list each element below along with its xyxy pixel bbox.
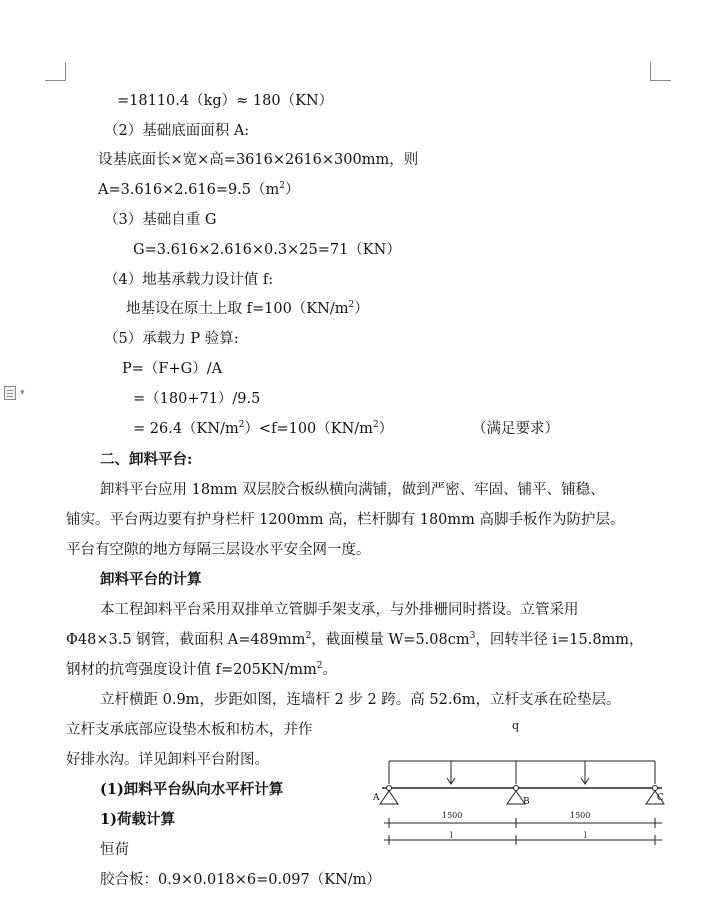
text-line: （5）承载力 P 验算: [104,331,239,347]
paragraph-line: 立杆横距 0.9m，步距如图，连墙杆 2 步 2 跨。高 52.6m，立杆支承在砼垫层。 [100,692,621,708]
document-icon[interactable] [4,386,16,400]
text-segment: ，截面模量 W=5.08cm [311,632,470,648]
span-label-1: 1500 [442,811,463,820]
span-label-2: 1500 [570,811,591,820]
text-segment: ） [354,301,369,317]
text-line: 设基底面长×宽×高=3616×2616×300mm，则 [98,152,419,168]
superscript: 2 [305,631,312,641]
paragraph-line: 好排水沟。详见卸料平台附图。 [66,752,269,768]
text-segment: ） [284,182,300,198]
paragraph-line: 平台有空隙的地方每隔三层设水平安全网一度。 [66,542,371,558]
paragraph-line: 立杆支承底部应设垫木板和枋木，并作 [66,722,313,738]
paragraph-line: 本工程卸料平台采用双排单立管脚手架支承，与外排栅同时搭设。立管采用 [100,602,579,618]
superscript: 2 [372,420,379,430]
text-segment: ） [378,421,394,437]
superscript: 2 [238,420,245,430]
text-segment: = 26.4（KN/m [133,421,239,437]
superscript: 2 [316,661,323,671]
text-line: （4）地基承载力设计值 f: [104,272,274,288]
text-segment: ，回转半径 i=15.8mm， [475,632,644,648]
text-line [126,300,369,318]
paragraph-line [66,661,337,679]
dimension-lines [384,818,662,845]
text-segment: Φ48×3.5 钢管，截面积 A=489mm [66,632,306,648]
chevron-down-icon[interactable]: ▾ [20,388,25,398]
text-line: G=3.616×2.616×0.3×25=71（KN） [133,242,401,258]
text-line: =18110.4（kg）≈ 180（KN） [117,93,334,109]
load-arrows [389,761,655,784]
section-heading: 卸料平台的计算 [100,571,202,588]
superscript: 3 [469,631,476,641]
text-segment: A=3.616×2.616=9.5（m [98,182,280,198]
text-line [98,181,299,199]
text-segment: 。 [322,662,337,678]
section-heading: 二、卸料平台: [100,451,193,468]
text-segment: ）<f=100（KN/m [244,421,373,437]
text-line [133,420,393,438]
superscript: 2 [279,181,285,191]
load-label: q [512,719,520,732]
text-line: =（180+71）/9.5 [133,391,261,407]
page-corner-top-right [650,62,671,81]
beam-load-diagram [370,718,690,868]
text-segment: 钢材的抗弯强度设计值 f=205KN/mm [66,662,317,678]
support-label-a: A [373,793,380,803]
text-line: 胶合板：0.9×0.018×6=0.097（KN/m） [100,872,381,888]
text-line: （满足要求） [472,421,559,437]
paragraph-line: 卸料平台应用 18mm 双层胶合板纵横向满铺，做到严密、牢固、铺平、铺稳、 [100,482,605,498]
text-line: 恒荷 [100,842,129,858]
text-segment: 地基设在原土上取 f=100（KN/m [126,301,349,317]
text-line: （3）基础自重 G [104,212,217,228]
support-label-b: B [523,797,530,807]
paragraph-line [66,631,644,649]
support-label-c: C [657,793,664,803]
subsection-heading: 1)荷载计算 [100,811,175,828]
paragraph-line: 铺实。平台两边要有护身栏杆 1200mm 高，栏杆脚有 180mm 高脚手板作为防护层。 [66,512,625,528]
text-line: （2）基础底面面积 A: [104,123,250,139]
page-corner-top-left [45,62,66,81]
subsection-heading: (1)卸料平台纵向水平杆计算 [100,781,284,798]
length-label-1: l [450,831,453,840]
superscript: 2 [348,300,355,310]
text-line: P=（F+G）/A [122,361,223,377]
length-label-2: l [584,831,587,840]
